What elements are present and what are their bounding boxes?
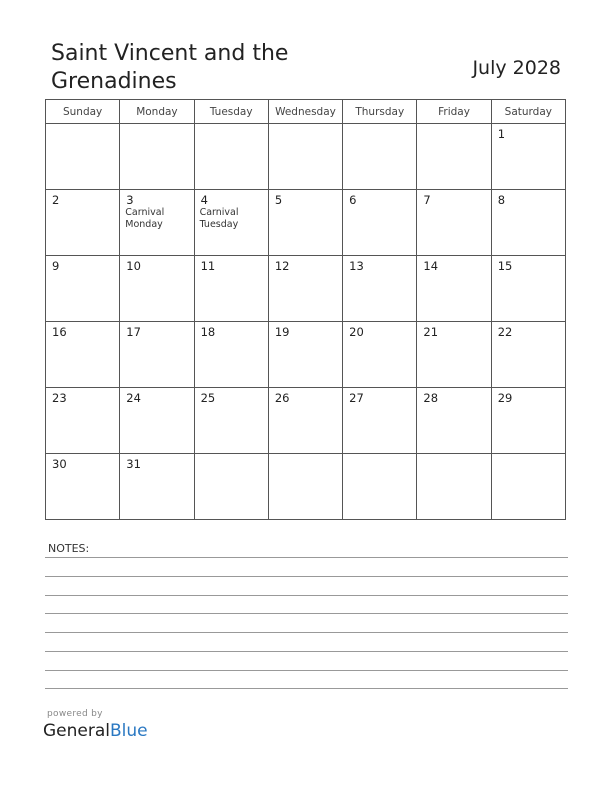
day-cell bbox=[268, 124, 342, 190]
day-number bbox=[343, 454, 416, 457]
brand-logo-general: General bbox=[43, 721, 110, 741]
day-number bbox=[269, 454, 342, 457]
day-number: 13 bbox=[349, 259, 364, 273]
day-cell bbox=[194, 388, 268, 454]
notes-line bbox=[45, 576, 568, 577]
day-cell bbox=[120, 322, 194, 388]
day-number: 21 bbox=[423, 325, 439, 339]
week-row bbox=[46, 256, 566, 322]
day-number bbox=[269, 124, 342, 127]
day-cell bbox=[46, 256, 120, 322]
day-cell bbox=[194, 256, 268, 322]
day-number bbox=[492, 454, 565, 457]
day-cell bbox=[194, 322, 268, 388]
day-cell bbox=[491, 322, 565, 388]
day-number: 8 bbox=[497, 193, 506, 207]
day-number: 24 bbox=[126, 391, 141, 405]
calendar-grid bbox=[45, 99, 566, 520]
notes-line bbox=[45, 557, 568, 558]
day-cell bbox=[194, 124, 268, 190]
notes-line bbox=[45, 651, 568, 652]
day-number: 19 bbox=[274, 325, 290, 339]
day-cell bbox=[343, 256, 417, 322]
week-row bbox=[46, 322, 566, 388]
weekday-header: Wednesday bbox=[268, 100, 342, 124]
day-number bbox=[46, 124, 119, 127]
day-number bbox=[417, 454, 490, 457]
day-cell bbox=[417, 454, 491, 520]
day-cell bbox=[491, 124, 565, 190]
day-number: 23 bbox=[52, 391, 67, 405]
day-cell bbox=[417, 124, 491, 190]
day-number: 3 bbox=[126, 193, 134, 207]
day-number: 6 bbox=[349, 193, 357, 207]
month-label: July 2028 bbox=[472, 57, 561, 79]
day-cell bbox=[417, 190, 491, 256]
notes-line bbox=[45, 688, 568, 689]
day-number: 2 bbox=[52, 193, 60, 207]
day-cell bbox=[417, 322, 491, 388]
brand-logo[interactable] bbox=[43, 720, 148, 742]
day-cell bbox=[343, 454, 417, 520]
day-cell bbox=[268, 454, 342, 520]
day-number bbox=[120, 124, 193, 127]
day-cell bbox=[120, 124, 194, 190]
day-number: 20 bbox=[349, 325, 364, 339]
day-number: 25 bbox=[200, 391, 216, 405]
day-cell bbox=[120, 256, 194, 322]
day-number: 14 bbox=[423, 259, 439, 273]
day-cell bbox=[46, 124, 120, 190]
weekday-header: Monday bbox=[120, 100, 194, 124]
day-number: 31 bbox=[126, 457, 141, 471]
week-row bbox=[46, 190, 566, 256]
weekday-header: Friday bbox=[417, 100, 491, 124]
holiday-label: Carnival Monday bbox=[125, 207, 165, 230]
day-cell bbox=[491, 454, 565, 520]
day-number: 28 bbox=[423, 391, 439, 405]
day-cell bbox=[194, 454, 268, 520]
weekday-header: Sunday bbox=[46, 100, 120, 124]
day-cell bbox=[343, 322, 417, 388]
day-cell bbox=[194, 190, 268, 256]
day-number: 12 bbox=[274, 259, 290, 273]
day-number: 22 bbox=[497, 325, 513, 339]
day-cell bbox=[343, 190, 417, 256]
day-number bbox=[417, 124, 490, 127]
day-number bbox=[195, 124, 268, 127]
day-number: 10 bbox=[126, 259, 141, 273]
day-number: 30 bbox=[52, 457, 67, 471]
day-cell bbox=[268, 322, 342, 388]
notes-label: NOTES: bbox=[48, 542, 90, 555]
day-cell bbox=[268, 190, 342, 256]
day-cell bbox=[46, 388, 120, 454]
day-cell bbox=[343, 388, 417, 454]
day-cell bbox=[120, 190, 194, 256]
notes-line bbox=[45, 632, 568, 633]
day-cell bbox=[268, 256, 342, 322]
powered-by-text: powered by bbox=[47, 709, 103, 719]
day-cell bbox=[120, 388, 194, 454]
day-cell bbox=[120, 454, 194, 520]
day-number: 18 bbox=[200, 325, 216, 339]
notes-line bbox=[45, 613, 568, 614]
day-cell bbox=[268, 388, 342, 454]
day-number: 9 bbox=[52, 259, 60, 273]
day-cell bbox=[491, 388, 565, 454]
day-number bbox=[343, 124, 416, 127]
day-number: 7 bbox=[423, 193, 431, 207]
weekday-header-row bbox=[46, 100, 566, 124]
day-number: 29 bbox=[497, 391, 513, 405]
week-row bbox=[46, 388, 566, 454]
day-number: 11 bbox=[200, 259, 216, 273]
weekday-header: Thursday bbox=[343, 100, 417, 124]
day-number: 27 bbox=[349, 391, 364, 405]
day-cell bbox=[417, 388, 491, 454]
day-number: 5 bbox=[274, 193, 283, 207]
day-cell bbox=[343, 124, 417, 190]
page-title: Saint Vincent and the Grenadines bbox=[51, 41, 289, 94]
day-number: 4 bbox=[200, 193, 208, 207]
day-cell bbox=[417, 256, 491, 322]
day-number bbox=[195, 454, 268, 457]
day-cell bbox=[491, 256, 565, 322]
day-number: 17 bbox=[126, 325, 141, 339]
weekday-header: Saturday bbox=[491, 100, 565, 124]
holiday-label: Carnival Tuesday bbox=[199, 207, 239, 230]
notes-line bbox=[45, 670, 568, 671]
week-row bbox=[46, 124, 566, 190]
day-number: 16 bbox=[52, 325, 67, 339]
day-number: 1 bbox=[497, 127, 506, 141]
day-cell bbox=[46, 190, 120, 256]
notes-line bbox=[45, 595, 568, 596]
day-cell bbox=[46, 454, 120, 520]
weekday-header: Tuesday bbox=[194, 100, 268, 124]
day-number: 26 bbox=[274, 391, 290, 405]
day-number: 15 bbox=[497, 259, 513, 273]
brand-logo-blue: Blue bbox=[110, 721, 148, 741]
week-row bbox=[46, 454, 566, 520]
day-cell bbox=[46, 322, 120, 388]
day-cell bbox=[491, 190, 565, 256]
